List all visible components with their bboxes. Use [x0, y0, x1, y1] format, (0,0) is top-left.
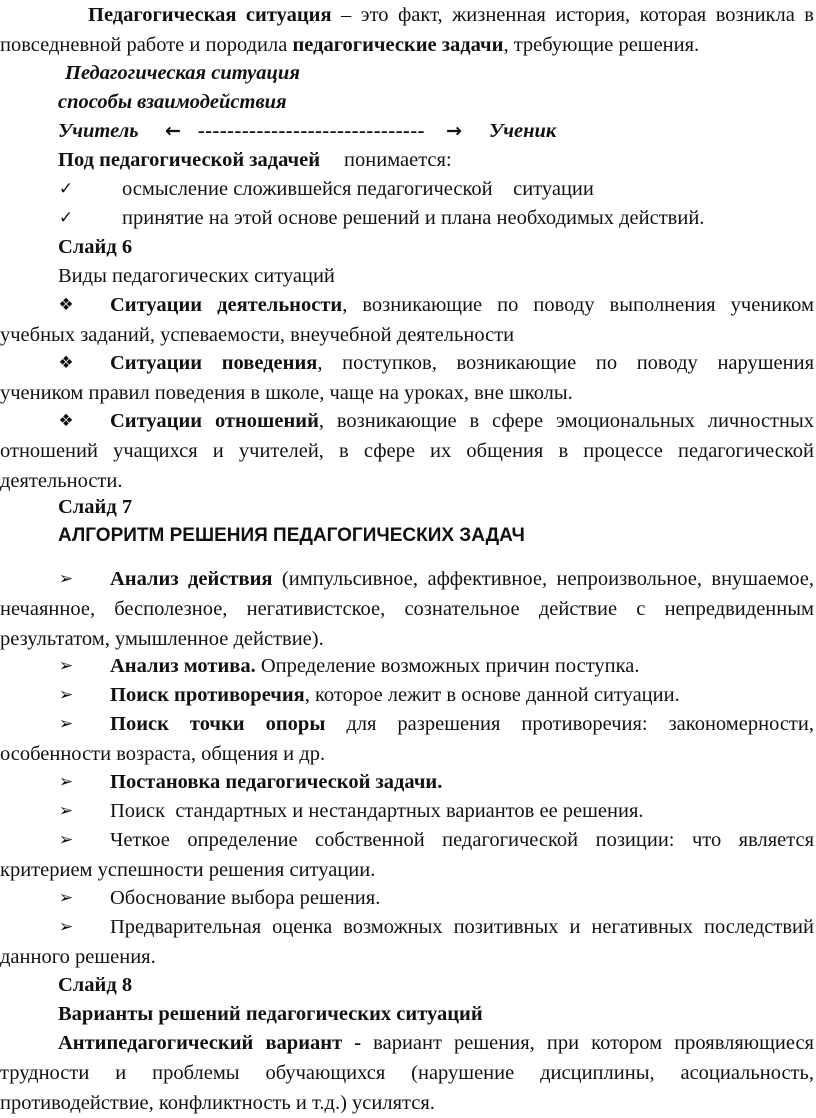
item-text: (импульсивное, аффективное, непроизвольное, внушаемое, нечаянное, бесполезное, негативистское, сознательное действие с непредвиденным результатом, умышленное действие).: [0, 568, 814, 650]
item-text: Четкое определение собственной педагогической позиции: что является критерием успешности решения ситуации.: [0, 829, 814, 881]
arrow-left-icon: ←: [165, 120, 181, 142]
arrow-bullet-icon: ➢: [58, 569, 74, 589]
slide-8-heading: Слайд 8: [58, 974, 133, 996]
checkmark-icon: ✓: [58, 208, 74, 228]
diagram-teacher: Учитель: [58, 120, 139, 142]
arrow-bullet-icon: ➢: [58, 888, 74, 908]
slide-6-heading: Слайд 6: [58, 236, 133, 258]
list-item: [0, 290, 814, 350]
arrow-right-icon: →: [446, 120, 462, 142]
checkmark-icon: ✓: [58, 179, 74, 199]
slide-8-title: Варианты решений педагогических ситуаций: [58, 1003, 483, 1025]
item-term: Ситуации поведения: [110, 352, 318, 374]
slide-8-paragraph: [0, 1028, 814, 1118]
list-item: Поиск стандартных и нестандартных вариантов ее решения.: [110, 800, 644, 822]
item-term: Анализ действия: [110, 568, 273, 590]
slide-7-title: АЛГОРИТМ РЕШЕНИЯ ПЕДАГОГИЧЕСКИХ ЗАДАЧ: [58, 525, 525, 546]
list-item: Постановка педагогической задачи.: [110, 771, 443, 793]
item-text: Предварительная оценка возможных позитивных и негативных последствий данного решения.: [0, 916, 814, 968]
diagram-dashes: -------------------------------: [198, 120, 426, 142]
item-text: для разрешения противоречия: закономерности, особенности возраста, общения и др.: [0, 713, 814, 765]
diamond-icon: ❖: [58, 295, 74, 315]
item-text: , возникающие по поводу выполнения учеником учебных заданий, успеваемости, внеучебной деятельности: [0, 294, 814, 346]
slide-8-term: Антипедагогический вариант -: [58, 1032, 362, 1054]
diamond-icon: ❖: [58, 353, 74, 373]
list-item: Обоснование выбора решения.: [110, 887, 381, 909]
list-item: [0, 709, 814, 769]
item-text: Определение возможных причин поступка.: [255, 655, 640, 677]
item-term: Ситуации деятельности: [110, 294, 343, 316]
diagram-student: Ученик: [489, 120, 557, 142]
diamond-icon: ❖: [58, 411, 74, 431]
list-item: [110, 680, 680, 710]
item-term: Поиск точки опоры: [110, 713, 326, 735]
task-definition: [58, 145, 452, 175]
list-item: [0, 564, 814, 654]
arrow-bullet-icon: ➢: [58, 656, 74, 676]
task-definition-term: Под педагогической задачей: [58, 149, 321, 171]
item-text: , поступков, возникающие по поводу нарушения учеником правил поведения в школе, чаще на уроках, вне школы.: [0, 352, 814, 404]
arrow-bullet-icon: ➢: [58, 772, 74, 792]
list-item: [0, 825, 814, 885]
list-item: [110, 651, 640, 681]
list-item: [0, 912, 814, 972]
intro-term-2: педагогические задачи: [292, 34, 504, 56]
item-term: Анализ мотива.: [110, 655, 256, 677]
item-text: , которое лежит в основе данной ситуации.: [304, 684, 680, 706]
diagram-title: Педагогическая ситуация: [65, 62, 300, 84]
item-text: , возникающие в сфере эмоциональных личностных отношений учащихся и учителей, в сфере их общения в процессе педагогической деятельности.: [0, 410, 815, 492]
item-term: Ситуации отношений: [110, 410, 319, 432]
intro-paragraph: [0, 0, 814, 60]
intro-text-2: , требующие решения.: [503, 34, 700, 56]
intro-text-1: – это факт, жизненная история, которая возникла в повседневной работе и породила: [0, 4, 814, 56]
slide-7-heading: Слайд 7: [58, 496, 133, 518]
diagram-subtitle: способы взаимодействия: [58, 91, 287, 113]
arrow-bullet-icon: ➢: [58, 830, 74, 850]
list-item: осмысление сложившейся педагогической ситуации: [122, 178, 594, 200]
arrow-bullet-icon: ➢: [58, 685, 74, 705]
list-item: принятие на этой основе решений и плана необходимых действий.: [122, 207, 705, 229]
list-item: [0, 406, 814, 496]
task-definition-text: понимается:: [344, 149, 452, 171]
list-item: [0, 348, 814, 408]
slide-8-text: вариант решения, при котором проявляющиеся трудности и проблемы обучающихся (нарушение дисциплины, асоциальность, противодействие, конфликтность и т.д.) усилятся.: [0, 1032, 814, 1114]
slide-6-subheading: Виды педагогических ситуаций: [58, 265, 335, 287]
arrow-bullet-icon: ➢: [58, 917, 74, 937]
item-term: Поиск противоречия: [110, 684, 305, 706]
arrow-bullet-icon: ➢: [58, 714, 74, 734]
intro-term: Педагогическая ситуация: [88, 4, 332, 26]
arrow-bullet-icon: ➢: [58, 801, 74, 821]
